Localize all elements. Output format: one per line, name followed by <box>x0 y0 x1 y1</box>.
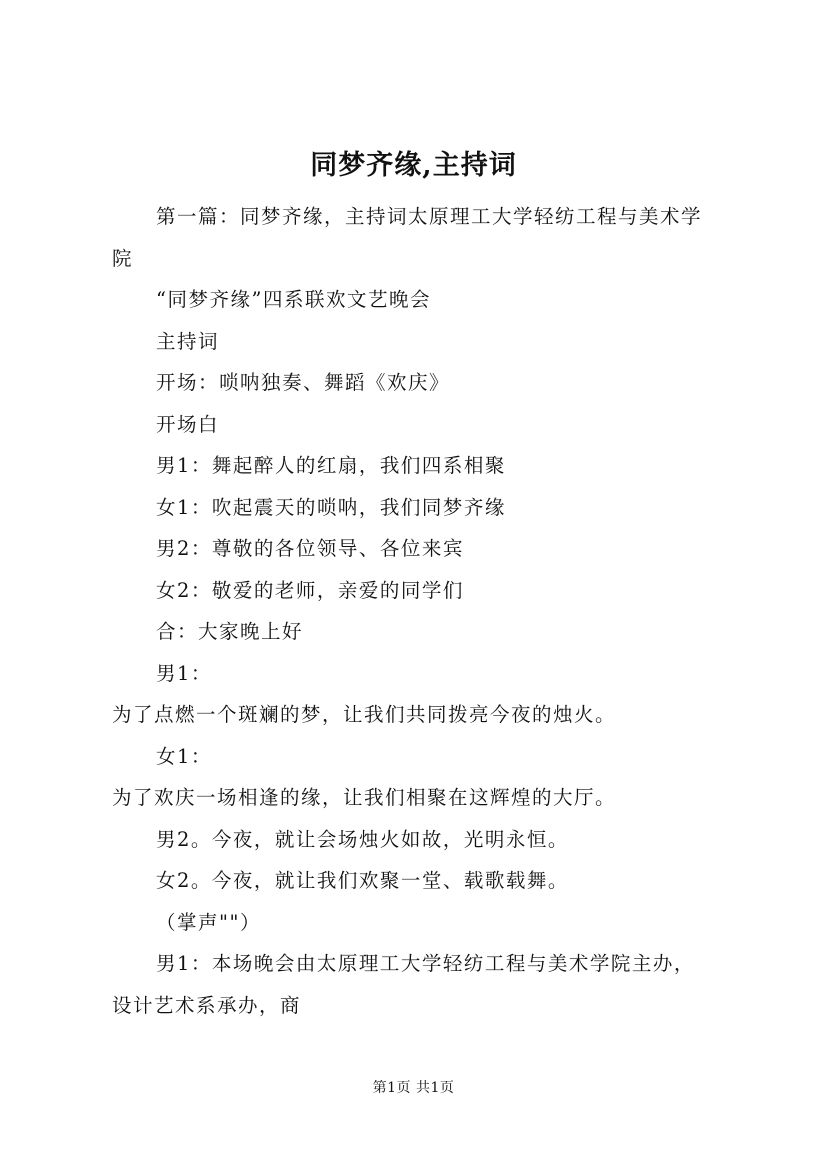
paragraph: 合：大家晚上好 <box>156 620 304 643</box>
paragraph: 女2：敬爱的老师，亲爱的同学们 <box>156 578 464 602</box>
paragraph: 男1：舞起醉人的红扇，我们四系相聚 <box>156 454 506 477</box>
paragraph-line: 院 <box>112 246 134 270</box>
paragraph: 开场白 <box>156 412 220 436</box>
paragraph: 女1：吹起震天的唢呐，我们同梦齐缘 <box>156 495 506 519</box>
document-body <box>112 196 726 1026</box>
paragraph <box>112 196 726 279</box>
paragraph: 女1： <box>156 744 212 768</box>
paragraph: 女2。今夜，就让我们欢聚一堂、载歌载舞。 <box>156 869 569 892</box>
paragraph-line: 第一篇：同梦齐缘，主持词太原理工大学轻纺工程与美术学 <box>156 205 703 228</box>
paragraph: 男2：尊敬的各位领导、各位来宾 <box>156 537 464 560</box>
paragraph: “同梦齐缘”四系联欢文艺晚会 <box>156 288 431 311</box>
paragraph <box>112 943 726 1026</box>
paragraph: 开场：唢呐独奏、舞蹈《欢庆》 <box>156 371 451 394</box>
paragraph: 男2。今夜，就让会场烛火如故，光明永恒。 <box>156 827 569 851</box>
paragraph: 为了点燃一个斑斓的梦，让我们共同拨亮今夜的烛火。 <box>112 703 617 726</box>
paragraph: （掌声""） <box>156 910 261 934</box>
paragraph-line: 设计艺术系承办，商 <box>112 993 302 1017</box>
paragraph: 男1： <box>156 661 212 685</box>
document-title: 同梦齐缘,主持词 <box>310 150 517 181</box>
paragraph: 主持词 <box>156 329 220 353</box>
paragraph: 为了欢庆一场相逢的缘，让我们相聚在这辉煌的大厅。 <box>112 786 617 809</box>
paragraph-line: 男1：本场晚会由太原理工大学轻纺工程与美术学院主办， <box>156 952 695 975</box>
page-footer: 第1页 共1页 <box>372 1080 455 1096</box>
